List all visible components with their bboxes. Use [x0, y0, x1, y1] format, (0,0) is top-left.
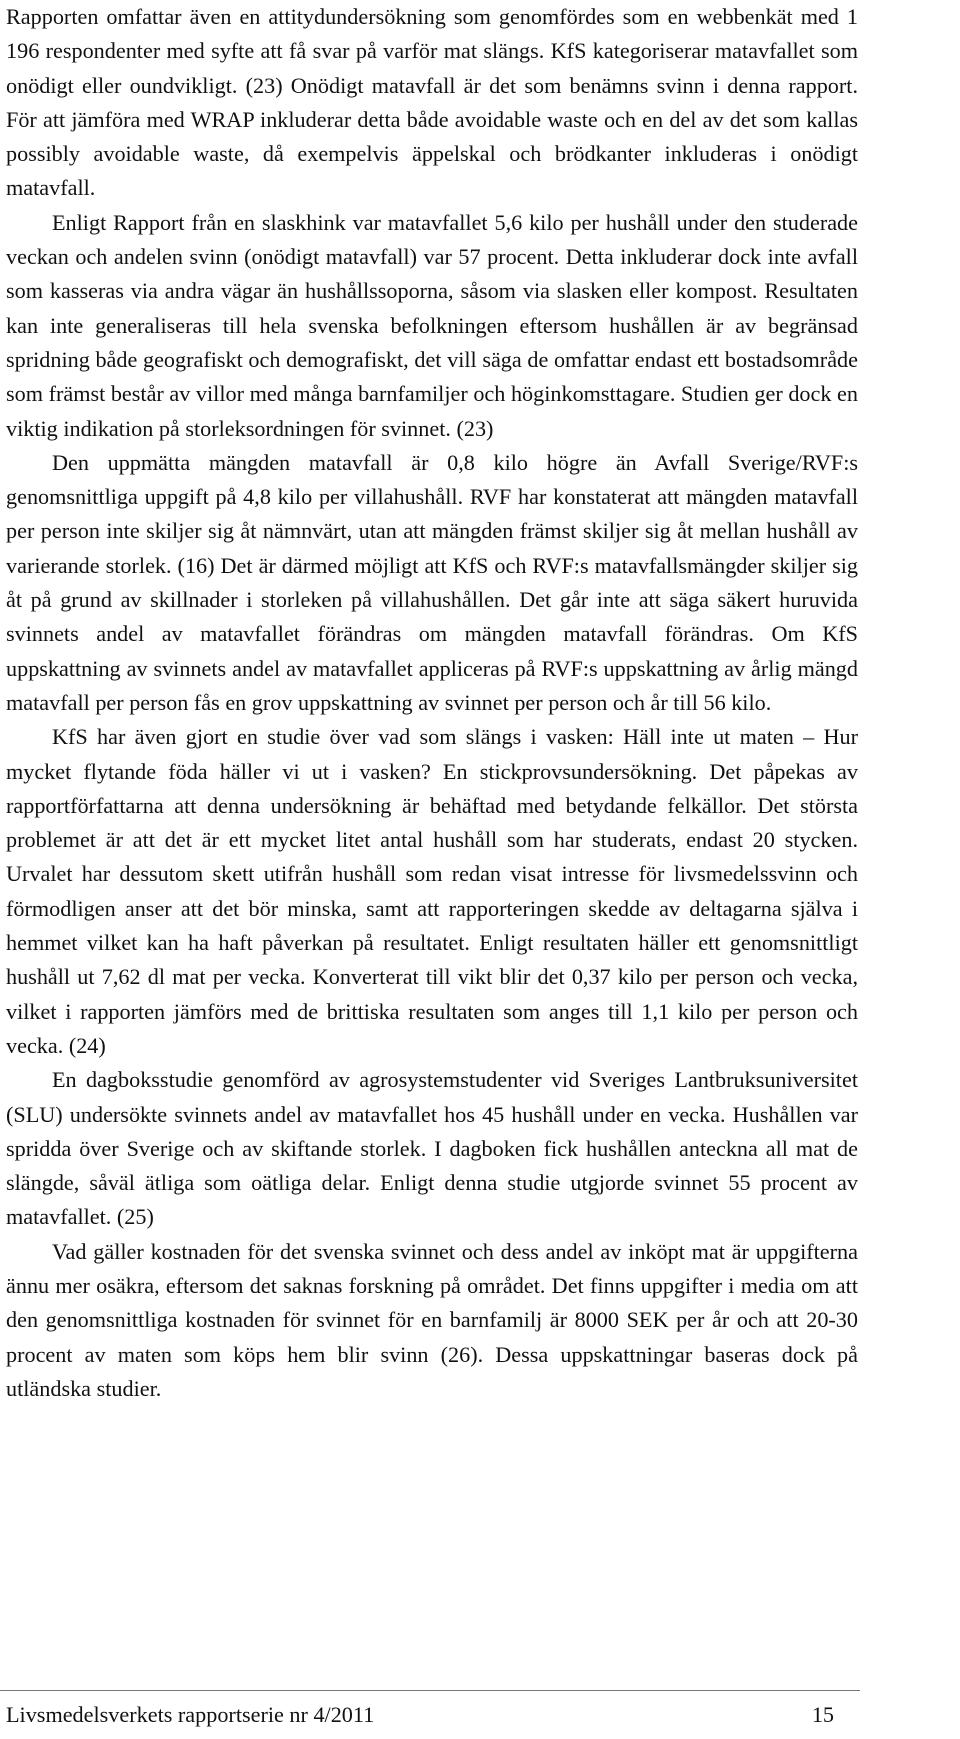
paragraph-diary-study: En dagboksstudie genomförd av agrosystemstudenter vid Sveriges Lantbruksuniversitet (SLU) undersökte svinnets andel av matavfallet hos 45 hushåll under en vecka. Hushållen var spridda över Sverige och av skiftande storlek. I dagboken fick hushållen anteckna all mat de slängde, såväl ätliga som oätliga delar. Enligt denna studie utgjorde svinnet 55 procent av matavfallet. (25): [6, 1067, 858, 1230]
paragraph-rvf-comparison: Den uppmätta mängden matavfall är 0,8 kilo högre än Avfall Sverige/RVF:s genomsnittliga uppgift på 4,8 kilo per villahushåll. RVF har konstaterat att mängden matavfall per person inte skiljer sig åt nämnvärt, utan att mängden främst skiljer sig åt mellan hushåll av varierande storlek. (16) Det är därmed möjligt att KfS och RVF:s matavfallsmängder skiljer sig åt på grund av skillnader i storleken på villahushållen. Det går inte att säga säkert huruvida svinnets andel av matavfallet förändras om mängden matavfall förändras. Om KfS uppskattning av svinnets andel av matavfallet appliceras på RVF:s uppskattning av årlig mängd matavfall per person fås en grov uppskattning av svinnet per person och år till 56 kilo.: [6, 449, 858, 715]
paragraph-attitude-survey: Rapporten omfattar även en attitydundersökning som genomfördes som en webbenkät med 1 196 respondenter med syfte att få svar på varför mat slängs. KfS kategoriserar matavfallet som onödigt eller oundvikligt. (23) Onödigt matavfall är det som benämns svinn i denna rapport. För att jämföra med WRAP inkluderar detta både avoidable waste och en del av det som kallas possibly avoidable waste, då exempelvis äppelskal och brödkanter inkluderas i onödigt matavfall.: [6, 4, 858, 201]
footer-series-title: Livsmedelsverkets rapportserie nr 4/2011: [6, 1702, 375, 1727]
page-number: 15: [811, 1702, 834, 1727]
paragraph-sink-study: KfS har även gjort en studie över vad som slängs i vasken: Häll inte ut maten – Hur mycket flytande föda häller vi ut i vasken? En stickprovsundersökning. Det påpekas av rapportförfattarna att denna undersökning är behäftad med betydande felkällor. Det största problemet är att det är ett mycket litet antal hushåll som har studerats, endast 20 stycken. Urvalet har dessutom skett utifrån hushåll som redan visat intresse för livsmedelssvinn och förmodligen anser att det bör minska, samt att rapporteringen skedde av deltagarna själva i hemmet vilket kan ha haft påverkan på resultatet. Enligt resultaten häller ett genomsnittligt hushåll ut 7,62 dl mat per vecka. Konverterat till vikt blir det 0,37 kilo per person och vecka, vilket i rapporten jämförs med de brittiska resultaten som anges till 1,1 kilo per person och vecka. (24): [6, 724, 858, 1058]
footer-divider: [0, 1690, 860, 1691]
paragraph-cost: Vad gäller kostnaden för det svenska svinnet och dess andel av inköpt mat är uppgifterna ännu mer osäkra, eftersom det saknas forskning på området. Det finns uppgifter i media om att den genomsnittliga kostnaden för svinnet för en barnfamilj är 8000 SEK per år och att 20-30 procent av maten som köps hem blir svinn (26). Dessa uppskattningar baseras dock på utländska studier.: [6, 1238, 858, 1401]
page-footer: [6, 1700, 834, 1730]
body-text: [6, 0, 858, 1406]
paragraph-slaskhink-report: Enligt Rapport från en slaskhink var matavfallet 5,6 kilo per hushåll under den studerade veckan och andelen svinn (onödigt matavfall) var 57 procent. Detta inkluderar dock inte avfall som kasseras via andra vägar än hushållssoporna, såsom via slasken eller kompost. Resultaten kan inte generaliseras till hela svenska befolkningen eftersom hushållen är av begränsad spridning både geografiskt och demografiskt, det vill säga de omfattar endast ett bostadsområde som främst består av villor med många barnfamiljer och höginkomsttagare. Studien ger dock en viktig indikation på storleksordningen för svinnet. (23): [6, 209, 858, 441]
